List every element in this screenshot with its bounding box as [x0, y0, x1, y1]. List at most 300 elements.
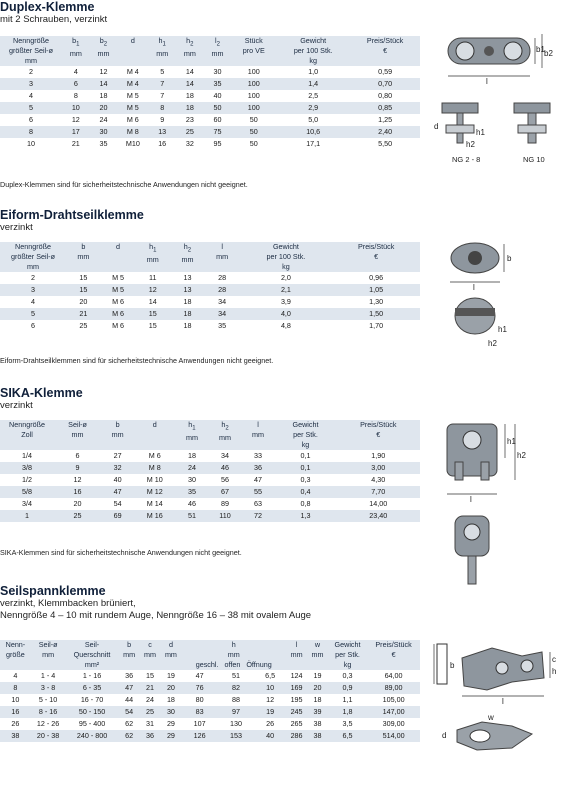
table-cell: 18	[170, 296, 205, 308]
table-cell: 10	[0, 138, 62, 150]
h-label: h	[231, 640, 236, 649]
table-cell: 2,40	[350, 126, 420, 138]
label-h2: h2	[488, 339, 497, 348]
col-nenngroesse: Nenngröße größter Seil-ø mm	[0, 242, 66, 272]
table-cell: 62	[119, 718, 140, 730]
col-d: d	[101, 242, 136, 272]
table-cell: 46	[175, 498, 208, 510]
table-cell: 1,90	[336, 450, 420, 462]
col-seil: Seil-ø mm	[54, 420, 101, 450]
table-cell: 20 - 38	[31, 730, 66, 742]
col-gewicht: Gewicht per 100 Stk. kg	[276, 36, 350, 66]
seil-section	[0, 584, 567, 622]
table-cell: 1,1	[328, 694, 367, 706]
table-cell: 40	[101, 474, 134, 486]
duplex-figure-side	[432, 95, 562, 155]
table-cell: 12	[54, 474, 101, 486]
table-cell: 2,1	[240, 284, 333, 296]
table-cell: M 8	[134, 462, 175, 474]
col-preis: Preis/Stück €	[350, 36, 420, 66]
table-cell: 39	[307, 706, 328, 718]
table-cell: 29	[160, 718, 181, 730]
table-cell: M 6	[134, 450, 175, 462]
table-cell: 12	[62, 114, 90, 126]
table-row	[0, 320, 420, 332]
table-cell: M10	[117, 138, 148, 150]
table-cell: 35	[175, 486, 208, 498]
table-cell: 110	[208, 510, 241, 522]
table-cell: 13	[170, 272, 205, 284]
table-cell: 10	[254, 682, 286, 694]
table-cell: 169	[286, 682, 307, 694]
table-row	[0, 66, 420, 78]
table-cell: 69	[101, 510, 134, 522]
h-unit: mm	[227, 650, 240, 659]
table-cell: 38	[307, 730, 328, 742]
table-cell: 14	[176, 78, 204, 90]
table-cell: 18	[160, 694, 181, 706]
table-row	[0, 90, 420, 102]
table-cell: 50	[231, 138, 276, 150]
table-cell: M 10	[134, 474, 175, 486]
duplex-section	[0, 0, 567, 26]
table-cell: 5 - 10	[31, 694, 66, 706]
table-cell: 514,00	[367, 730, 420, 742]
table-cell: 31	[140, 718, 161, 730]
table-cell: 28	[205, 272, 240, 284]
table-cell: 25	[54, 510, 101, 522]
seil-subtitle-1: verzinkt, Klemmbacken brüniert,	[0, 598, 136, 609]
table-cell: M 8	[117, 126, 148, 138]
eiform-body	[0, 272, 420, 332]
table-cell: 1/2	[0, 474, 54, 486]
table-cell: 1,50	[332, 308, 420, 320]
table-cell: 17	[62, 126, 90, 138]
eiform-note: Eiform-Drahtseilklemmen sind für sicherheitstechnische Anwendungen nicht geeignet.	[0, 356, 274, 365]
table-cell: 6	[0, 320, 66, 332]
table-cell: 4,8	[240, 320, 333, 332]
table-cell: 89,00	[367, 682, 420, 694]
duplex-clamp-drawing	[440, 30, 560, 85]
table-cell: 3/4	[0, 498, 54, 510]
table-cell: 18	[170, 308, 205, 320]
table-cell: M 5	[117, 102, 148, 114]
table-cell: 19	[254, 706, 286, 718]
table-cell: 75	[204, 126, 232, 138]
table-cell: 24	[175, 462, 208, 474]
table-cell: 34	[205, 308, 240, 320]
table-cell: 12	[135, 284, 170, 296]
table-cell: 60	[204, 114, 232, 126]
table-row	[0, 474, 420, 486]
table-cell: M 6	[101, 296, 136, 308]
col-preis: Preis/Stück €	[336, 420, 420, 450]
table-row	[0, 694, 420, 706]
table-cell: M 5	[101, 272, 136, 284]
table-cell: 3/8	[0, 462, 54, 474]
table-row	[0, 462, 420, 474]
table-cell: 95	[204, 138, 232, 150]
table-cell: 47	[242, 474, 275, 486]
table-cell: 97	[218, 706, 254, 718]
table-cell: 0,80	[350, 90, 420, 102]
col-stueck: Stück pro VE	[231, 36, 276, 66]
col-b: b mm	[66, 242, 101, 272]
table-row	[0, 284, 420, 296]
table-cell: 21	[62, 138, 90, 150]
table-cell: 51	[218, 670, 254, 682]
table-cell: 7	[148, 90, 176, 102]
table-cell: 10	[0, 694, 31, 706]
table-cell: 10,6	[276, 126, 350, 138]
table-cell: 5,0	[276, 114, 350, 126]
table-cell: 5	[0, 102, 62, 114]
table-cell: 50	[231, 114, 276, 126]
table-cell: 25	[176, 126, 204, 138]
col-nenngroesse: Nenngröße Zoll	[0, 420, 54, 450]
label-c: c	[552, 655, 556, 664]
table-cell: 47	[101, 486, 134, 498]
col-d: d mm	[160, 640, 181, 670]
table-cell: M 4	[117, 66, 148, 78]
table-cell: 7,70	[336, 486, 420, 498]
table-cell: 5/8	[0, 486, 54, 498]
label-b1: b1	[536, 45, 545, 54]
table-cell: 21	[140, 682, 161, 694]
table-cell: 10	[62, 102, 90, 114]
table-cell: 30	[204, 66, 232, 78]
table-cell: 30	[160, 706, 181, 718]
table-cell: 0,85	[350, 102, 420, 114]
table-cell: 32	[101, 462, 134, 474]
col-h: h mm geschl. offen Öffnung	[181, 640, 286, 670]
table-cell: 55	[242, 486, 275, 498]
table-cell: 0,9	[328, 682, 367, 694]
table-cell: 46	[208, 462, 241, 474]
table-cell: 4,30	[336, 474, 420, 486]
table-cell: 18	[175, 450, 208, 462]
sika-body	[0, 450, 420, 522]
table-cell: M 6	[101, 308, 136, 320]
table-cell: 47	[181, 670, 217, 682]
eiform-figure	[440, 236, 530, 351]
table-cell: 4	[0, 296, 66, 308]
table-cell: 23,40	[336, 510, 420, 522]
table-cell: 89	[208, 498, 241, 510]
label-l: l	[486, 77, 488, 85]
col-d: d	[134, 420, 175, 450]
sika-note: SIKA-Klemmen sind für sicherheitstechnische Anwendungen nicht geeignet.	[0, 548, 242, 557]
seil-body	[0, 670, 420, 742]
col-gewicht: Gewicht per Stk. kg	[275, 420, 337, 450]
table-cell: 67	[208, 486, 241, 498]
table-cell: 18	[170, 320, 205, 332]
table-cell: M 5	[117, 90, 148, 102]
col-h1: $h_1$ mm	[135, 242, 170, 272]
table-cell: 2,0	[240, 272, 333, 284]
table-cell: 4	[62, 66, 90, 78]
table-cell: 18	[90, 90, 118, 102]
table-cell: 6	[54, 450, 101, 462]
table-cell: 44	[119, 694, 140, 706]
table-row	[0, 498, 420, 510]
col-b: b mm	[101, 420, 134, 450]
table-cell: 47	[119, 682, 140, 694]
table-cell: 16	[0, 706, 31, 718]
label-h1: h1	[498, 325, 507, 334]
col-d: d	[117, 36, 148, 66]
table-cell: M 6	[117, 114, 148, 126]
table-cell: 24	[90, 114, 118, 126]
col-gewicht: Gewicht per 100 Stk. kg	[240, 242, 333, 272]
col-b: b mm	[119, 640, 140, 670]
duplex-subtitle: mit 2 Schrauben, verzinkt	[0, 14, 108, 25]
table-cell: 2,9	[276, 102, 350, 114]
table-row	[0, 706, 420, 718]
eiform-title: Eiform-Drahtseilklemme	[0, 208, 144, 222]
table-cell: 54	[101, 498, 134, 510]
table-cell: 1,0	[276, 66, 350, 78]
table-cell: 0,1	[275, 450, 337, 462]
table-cell: 1,8	[328, 706, 367, 718]
table-cell: 83	[181, 706, 217, 718]
col-h2: $h_2$ mm	[170, 242, 205, 272]
table-cell: 9	[148, 114, 176, 126]
table-cell: 3,9	[240, 296, 333, 308]
label-h2: h2	[466, 140, 475, 149]
table-cell: 245	[286, 706, 307, 718]
table-row	[0, 114, 420, 126]
table-cell: 4	[0, 90, 62, 102]
table-cell: 18	[176, 102, 204, 114]
table-cell: 34	[208, 450, 241, 462]
table-cell: 1,05	[332, 284, 420, 296]
col-nenngroesse: Nenngröße größter Seil-ø mm	[0, 36, 62, 66]
seil-drawing	[432, 638, 562, 788]
table-row	[0, 308, 420, 320]
table-cell: 14	[90, 78, 118, 90]
table-cell: 1 - 4	[31, 670, 66, 682]
table-row	[0, 272, 420, 284]
table-cell: 36	[140, 730, 161, 742]
table-row	[0, 102, 420, 114]
label-l: l	[473, 283, 475, 292]
col-l: l mm	[242, 420, 275, 450]
table-cell: M 16	[134, 510, 175, 522]
label-l: l	[470, 495, 472, 504]
table-cell: 124	[286, 670, 307, 682]
table-cell: 29	[160, 730, 181, 742]
duplex-figure-top	[440, 30, 560, 85]
table-cell: M 4	[117, 78, 148, 90]
table-cell: 6	[0, 114, 62, 126]
table-cell: 30	[90, 126, 118, 138]
sika-title: SIKA-Klemme	[0, 386, 83, 400]
sika-drawing	[435, 418, 535, 588]
table-cell: 3	[0, 284, 66, 296]
label-l: l	[502, 697, 504, 706]
table-cell: 12	[254, 694, 286, 706]
table-cell: 26	[0, 718, 31, 730]
table-cell: M 6	[101, 320, 136, 332]
table-cell: 23	[176, 114, 204, 126]
duplex-table	[0, 36, 420, 150]
table-cell: 0,3	[275, 474, 337, 486]
table-cell: 51	[175, 510, 208, 522]
col-l: l mm	[205, 242, 240, 272]
table-row	[0, 510, 420, 522]
table-cell: 130	[218, 718, 254, 730]
sika-subtitle: verzinkt	[0, 400, 33, 411]
col-seil: Seil-ø mm	[31, 640, 66, 670]
table-cell: 82	[218, 682, 254, 694]
col-b2: $b_2$ mm	[90, 36, 118, 66]
table-cell: 5	[0, 308, 66, 320]
table-cell: 54	[119, 706, 140, 718]
table-cell: 13	[148, 126, 176, 138]
table-cell: 15	[135, 320, 170, 332]
label-h: h	[552, 667, 557, 676]
table-cell: 95 - 400	[65, 718, 118, 730]
table-row	[0, 450, 420, 462]
table-cell: 126	[181, 730, 217, 742]
table-cell: 8 - 16	[31, 706, 66, 718]
table-cell: 1,30	[332, 296, 420, 308]
table-cell: 0,70	[350, 78, 420, 90]
table-cell: 20	[54, 498, 101, 510]
table-cell: 0,8	[275, 498, 337, 510]
table-cell: 38	[307, 718, 328, 730]
table-cell: 35	[90, 138, 118, 150]
seil-title: Seilspannklemme	[0, 584, 106, 598]
table-cell: 50 - 150	[65, 706, 118, 718]
table-row	[0, 296, 420, 308]
eiform-header-row	[0, 242, 420, 272]
table-cell: 3 - 8	[31, 682, 66, 694]
table-cell: 20	[307, 682, 328, 694]
table-cell: 0,4	[275, 486, 337, 498]
table-cell: 35	[204, 78, 232, 90]
table-row	[0, 138, 420, 150]
table-cell: 240 - 800	[65, 730, 118, 742]
label-b: b	[450, 661, 455, 670]
table-cell: 27	[101, 450, 134, 462]
table-cell: 76	[181, 682, 217, 694]
col-h1: $h_1$ mm	[148, 36, 176, 66]
table-cell: 33	[242, 450, 275, 462]
table-cell: 28	[205, 284, 240, 296]
table-cell: 1,3	[275, 510, 337, 522]
caption-ng28: NG 2 - 8	[452, 155, 481, 164]
duplex-side-drawing	[432, 95, 562, 155]
table-cell: 147,00	[367, 706, 420, 718]
table-cell: 56	[208, 474, 241, 486]
label-d: d	[434, 122, 439, 131]
table-cell: 8	[62, 90, 90, 102]
table-cell: 8	[148, 102, 176, 114]
col-preis: Preis/Stück €	[367, 640, 420, 670]
col-h2: $h_2$ mm	[208, 420, 241, 450]
label-h1: h1	[476, 128, 485, 137]
table-cell: 15	[140, 670, 161, 682]
seil-table	[0, 640, 420, 742]
table-cell: 6	[62, 78, 90, 90]
table-cell: 12 - 26	[31, 718, 66, 730]
table-cell: 12	[90, 66, 118, 78]
table-cell: 3,5	[328, 718, 367, 730]
table-cell: 3	[0, 78, 62, 90]
col-w: w mm	[307, 640, 328, 670]
table-cell: 1/4	[0, 450, 54, 462]
table-row	[0, 730, 420, 742]
table-cell: 62	[119, 730, 140, 742]
table-cell: 0,1	[275, 462, 337, 474]
table-cell: 15	[135, 308, 170, 320]
table-cell: 36	[242, 462, 275, 474]
table-cell: 19	[160, 670, 181, 682]
col-querschnitt: Seil- Querschnitt mm²	[65, 640, 118, 670]
table-cell: 8	[0, 682, 31, 694]
col-gewicht: Gewicht per Stk. kg	[328, 640, 367, 670]
table-cell: 32	[176, 138, 204, 150]
col-preis: Preis/Stück €	[332, 242, 420, 272]
table-cell: 50	[231, 126, 276, 138]
table-cell: 25	[140, 706, 161, 718]
table-cell: 15	[66, 272, 101, 284]
table-cell: 35	[205, 320, 240, 332]
sika-table	[0, 420, 420, 522]
table-cell: 21	[66, 308, 101, 320]
table-cell: 6,5	[254, 670, 286, 682]
seil-figure	[432, 638, 562, 788]
col-h2: $h_2$ mm	[176, 36, 204, 66]
table-cell: 309,00	[367, 718, 420, 730]
label-b2: b2	[544, 49, 553, 58]
table-cell: 50	[204, 102, 232, 114]
table-cell: 20	[66, 296, 101, 308]
table-cell: 8	[0, 126, 62, 138]
table-cell: 16 - 70	[65, 694, 118, 706]
table-cell: 20	[160, 682, 181, 694]
table-row	[0, 682, 420, 694]
table-row	[0, 486, 420, 498]
table-cell: 72	[242, 510, 275, 522]
table-cell: 19	[307, 670, 328, 682]
table-cell: M 5	[101, 284, 136, 296]
table-cell: 1,70	[332, 320, 420, 332]
sika-figure	[435, 418, 535, 588]
table-cell: 14,00	[336, 498, 420, 510]
table-cell: 24	[140, 694, 161, 706]
table-cell: 5	[148, 66, 176, 78]
table-cell: 5,50	[350, 138, 420, 150]
table-cell: 38	[0, 730, 31, 742]
table-cell: 6,5	[328, 730, 367, 742]
table-cell: 26	[254, 718, 286, 730]
table-cell: 80	[181, 694, 217, 706]
table-row	[0, 78, 420, 90]
table-cell: 13	[170, 284, 205, 296]
table-cell: 1,25	[350, 114, 420, 126]
table-cell: 1 - 16	[65, 670, 118, 682]
table-cell: 0,3	[328, 670, 367, 682]
table-row	[0, 126, 420, 138]
table-row	[0, 670, 420, 682]
table-cell: M 12	[134, 486, 175, 498]
table-cell: 36	[119, 670, 140, 682]
table-cell: 64,00	[367, 670, 420, 682]
table-cell: 30	[175, 474, 208, 486]
